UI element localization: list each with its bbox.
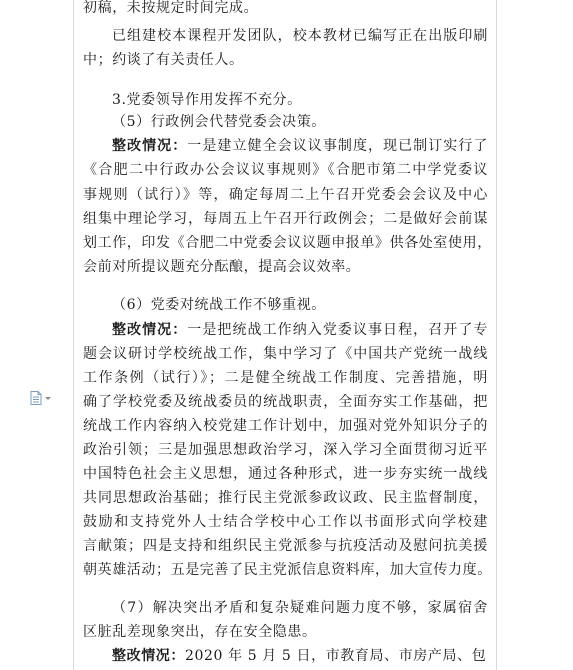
paragraph-line: 统战工作内容纳入校党建工作计划中，加强对党外知识分子的 xyxy=(83,418,488,434)
paragraph-line: 整改情况：一是把统战工作纳入党委议事日程，召开了专 xyxy=(112,322,489,338)
chevron-down-icon xyxy=(45,397,51,400)
paragraph-line: 工作条例（试行）》；二是健全统战工作制度、完善措施，明 xyxy=(83,370,488,386)
paragraph-line: 中国特色社会主义思想，通过各种形式，进一步夯实统一战线 xyxy=(83,466,488,482)
paragraph-line: 朝英雄活动；五是完善了民主党派信息资料库，加大宣传力度。 xyxy=(83,562,492,578)
document-icon xyxy=(30,391,54,405)
paragraph-line: 已组建校本课程开发团队，校本教材已编写正在出版印刷 xyxy=(112,28,488,44)
paragraph-line: 中；约谈了有关责任人。 xyxy=(83,52,244,68)
paragraph-line: 《合肥二中行政办公会议议事规则》《合肥市第二中学党委议 xyxy=(83,162,488,178)
paragraph-line: 组集中理论学习，每周五上午召开行政例会；二是做好会前谋 xyxy=(83,211,488,227)
right-margin-guide xyxy=(496,0,497,670)
item-heading: （7）解决突出矛盾和复杂疑难问题力度不够，家属宿舍 xyxy=(112,600,488,616)
paragraph-line: 鼓励和支持党外人士结合学校中心工作以书面形式向学校建 xyxy=(83,514,488,530)
left-margin-guide xyxy=(73,0,74,670)
paragraph-line: 政治引领；三是加强思想政治学习，深入学习全面贯彻习近平 xyxy=(83,442,488,458)
paragraph-line: 言献策；四是支持和组织民主党派参与抗疫活动及慰问抗美援 xyxy=(83,538,488,554)
paragraph-line: 划工作，印发《合肥二中党委会议议题申报单》供各处室使用， xyxy=(83,235,492,251)
item-heading: （6）党委对统战工作不够重视。 xyxy=(112,297,326,313)
paragraph-line: 题会议研讨学校统战工作，集中学习了《中国共产党统一战线 xyxy=(83,346,488,362)
paragraph-line: 区脏乱差现象突出，存在安全隐患。 xyxy=(83,624,317,640)
document-options-button[interactable] xyxy=(30,390,54,404)
paragraph-line: 共同思想政治基础；推行民主党派参政议政、民主监督制度， xyxy=(83,490,488,506)
paragraph-line: 确了学校党委及统战委员的统战职责，全面夯实工作基础，把 xyxy=(83,394,488,410)
item-heading: （5）行政例会代替党委会决策。 xyxy=(112,114,326,130)
paragraph-line: 会前对所提议题充分酝酿，提高会议效率。 xyxy=(83,259,361,275)
paragraph-line: 事规则（试行）》等，确定每周二上午召开党委会会议及中心 xyxy=(83,187,488,203)
paragraph-line: 整改情况：2020 年 5 月 5 日，市教育局、市房产局、包 xyxy=(112,648,487,664)
section-heading: 3.党委领导作用发挥不充分。 xyxy=(112,92,302,108)
paragraph-line: 初稿，未按规定时间完成。 xyxy=(83,0,259,16)
paragraph-line: 整改情况：一是建立健全会议议事制度，现已制订实行了 xyxy=(112,138,489,154)
